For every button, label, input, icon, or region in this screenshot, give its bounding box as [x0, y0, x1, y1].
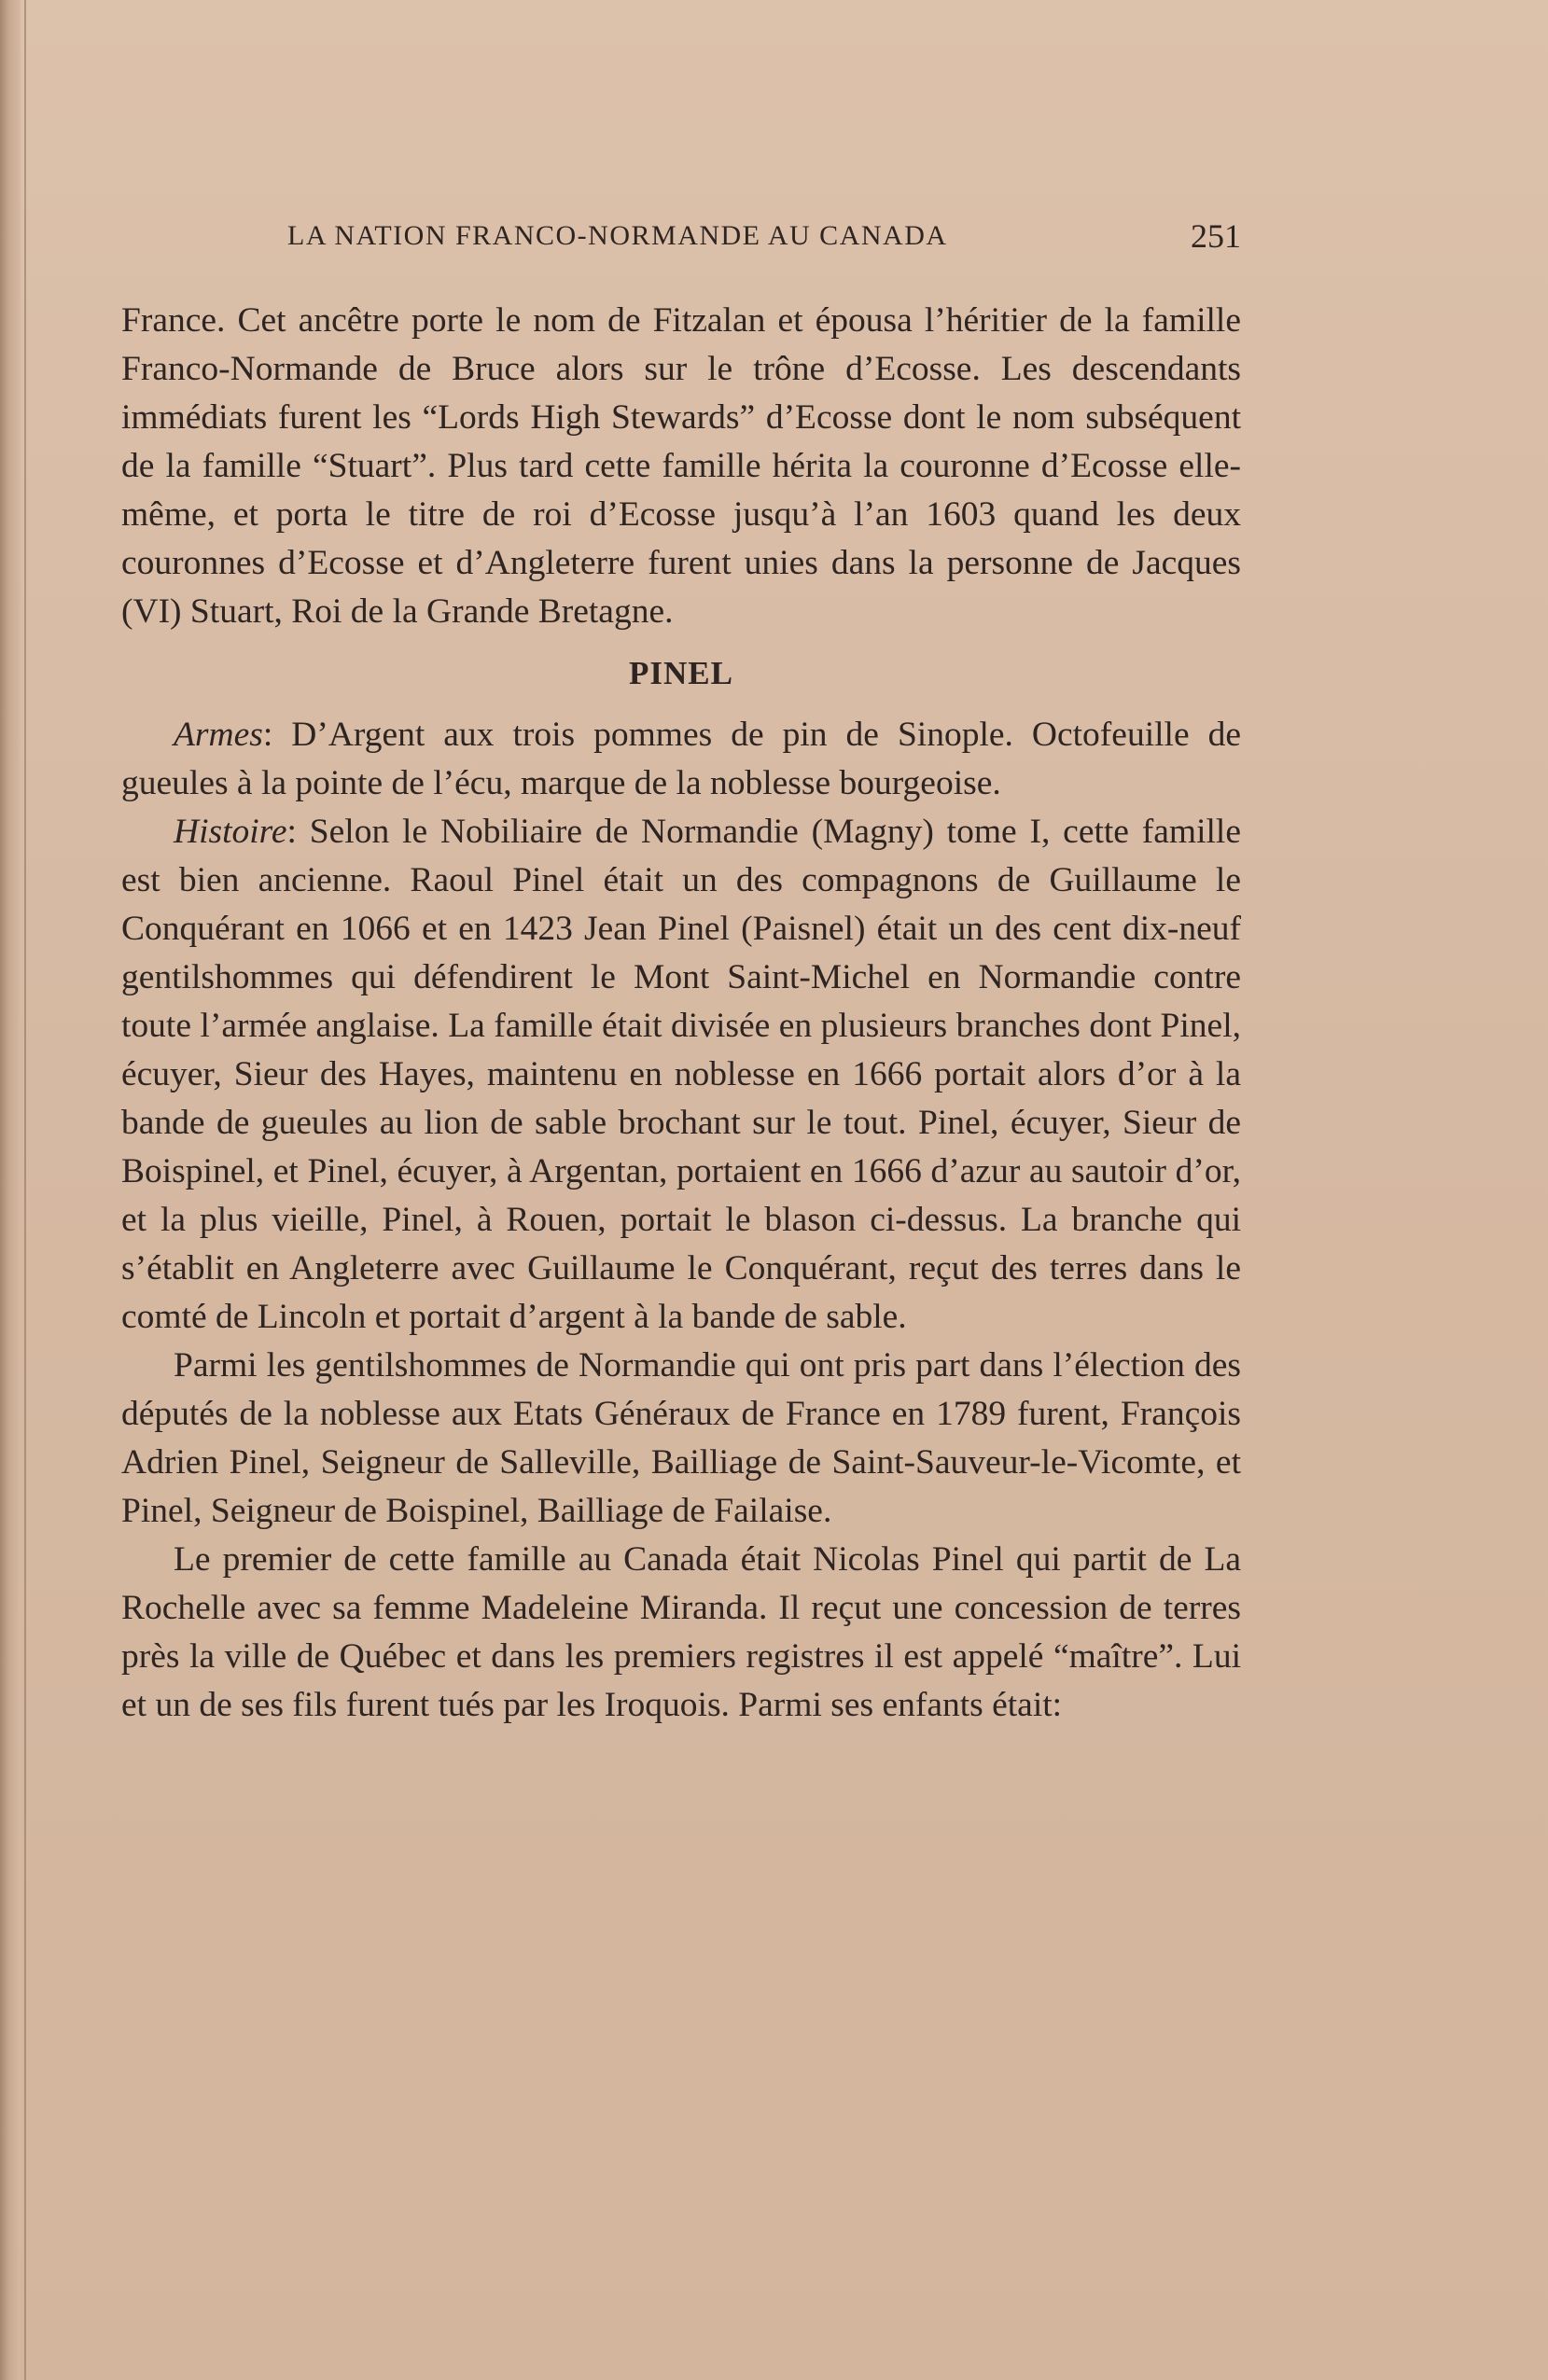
etats-generaux-paragraph: Parmi les gentilshommes de Normandie qui ont pris part dans l’élection des députés de la noblesse aux Etats Généraux de France en 1789 furent, François Adrien Pinel, Seigneur de Salleville, Bailliage de Saint-Sauveur-le-Vicomte, et Pinel, Seigneur de Boispinel, Bailliage de Failaise.	[121, 1346, 1241, 1530]
armes-label: Armes	[174, 716, 263, 754]
body-text	[121, 297, 1241, 1730]
page-binding-line	[24, 0, 26, 2380]
section-heading-pinel: PINEL	[629, 655, 733, 691]
canada-ancestor-paragraph: Le premier de cette famille au Canada était Nicolas Pinel qui partit de La Rochelle avec sa femme Madeleine Miranda. Il reçut une concession de terres près la ville de Québec et dans les premiers registres il est appelé “maître”. Lui et un de ses fils furent tués par les Iroquois. Parmi ses enfants était:	[121, 1540, 1241, 1724]
running-header	[121, 216, 1241, 263]
continuation-paragraph: France. Cet ancêtre porte le nom de Fitzalan et épousa l’héritier de la famille Franco-Normande de Bruce alors sur le trône d’Ecosse. Les descendants immédiats furent les “Lords High Stewards” d’Ecosse dont le nom subséquent de la famille “Stuart”. Plus tard cette famille hérita la couronne d’Ecosse elle-même, et porta le titre de roi d’Ecosse jusqu’à l’an 1603 quand les deux couronnes d’Ecosse et d’Angleterre furent unies dans la personne de Jacques (VI) Stuart, Roi de la Grande Bretagne.	[121, 301, 1241, 631]
histoire-label: Histoire	[174, 813, 287, 851]
armes-paragraph	[121, 711, 1241, 808]
running-title: LA NATION FRANCO-NORMANDE AU CANADA	[287, 220, 948, 251]
histoire-paragraph	[121, 808, 1241, 1342]
armes-text: : D’Argent aux trois pommes de pin de Sinople. Octofeuille de gueules à la pointe de l’écu, marque de la noblesse bourgeoise.	[121, 716, 1241, 802]
page-number: 251	[1191, 217, 1241, 255]
page-binding-edge	[0, 0, 21, 2380]
histoire-text: : Selon le Nobiliaire de Normandie (Magny) tome I, cette famille est bien ancienne. Raoul Pinel était un des compagnons de Guillaume le Conquérant en 1066 et en 1423 Jean Pinel (Paisnel) était un des cent dix-neuf gentilshommes qui défendirent le Mont Saint-Michel en Normandie contre toute l’armée anglaise. La famille était divisée en plusieurs branches dont Pinel, écuyer, Sieur des Hayes, maintenu en noblesse en 1666 portait alors d’or à la bande de gueules au lion de sable brochant sur le tout. Pinel, écuyer, Sieur de Boispinel, et Pinel, écuyer, à Argentan, portaient en 1666 d’azur au sautoir d’or, et la plus vieille, Pinel, à Rouen, portait le blason ci-dessus. La branche qui s’établit en Angleterre avec Guillaume le Conquérant, reçut des terres dans le comté de Lincoln et portait d’argent à la bande de sable.	[121, 813, 1241, 1336]
